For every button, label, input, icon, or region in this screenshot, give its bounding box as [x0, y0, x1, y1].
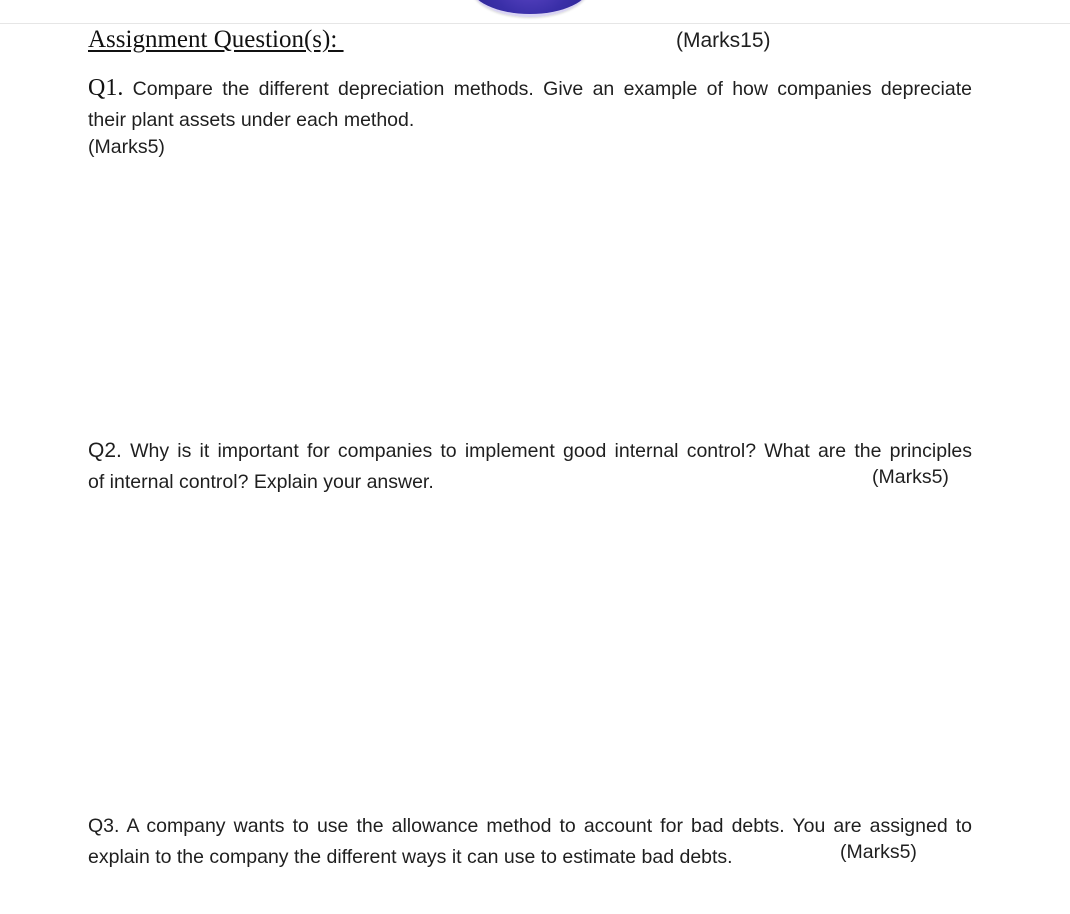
question-2 [88, 435, 972, 498]
question-1-marks: (Marks5) [88, 136, 165, 158]
question-1 [88, 73, 972, 136]
question-2-number: Q2. [88, 439, 122, 462]
question-2-line-1 [88, 435, 972, 467]
page-title: Assignment Question(s): [88, 26, 344, 53]
question-1-text-1: Compare the different depreciation methods. Give an example of how companies depreciate [132, 78, 972, 100]
question-3-line-1 [88, 811, 972, 842]
header-divider [0, 23, 1070, 24]
question-2-text-1: Why is it important for companies to implement good internal control? What are the principles [130, 440, 973, 462]
institution-logo [470, 0, 590, 17]
total-marks: (Marks15) [676, 29, 771, 52]
question-3-text-1: A company wants to use the allowance method to account for bad debts. You are assigned to [126, 815, 973, 837]
question-1-line-1 [88, 73, 972, 105]
question-1-number: Q1. [88, 75, 124, 101]
question-3-number: Q3. [88, 815, 120, 837]
question-3-marks: (Marks5) [840, 841, 917, 863]
question-2-text-2: of internal control? Explain your answer. [88, 471, 434, 493]
question-1-text-2: their plant assets under each method. [88, 109, 415, 131]
question-3-text-2: explain to the company the different ways it can use to estimate bad debts. [88, 846, 733, 868]
question-2-marks: (Marks5) [872, 466, 949, 488]
